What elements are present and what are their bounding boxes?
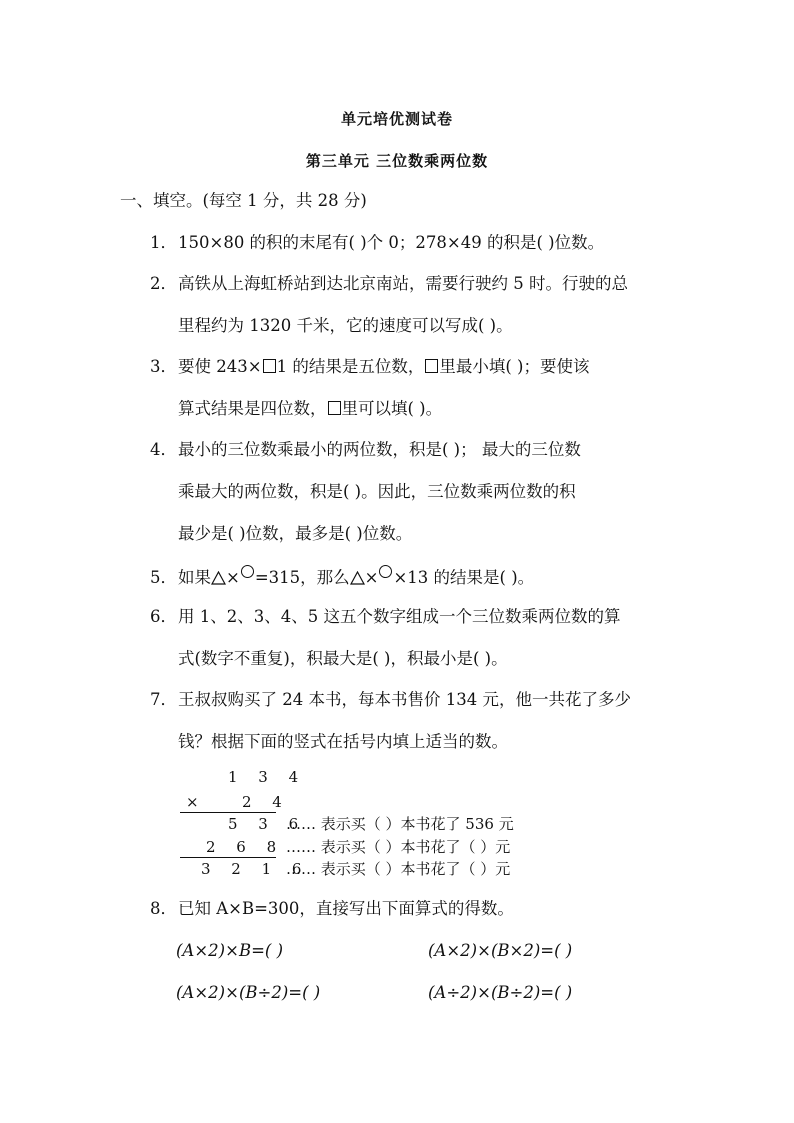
question-number: 6． — [150, 607, 177, 626]
question-6-continued: 式(数字不重复)，积最大是( )，积最小是( )。 — [178, 649, 508, 668]
question-text-b: 1 的结果是五位数， — [276, 357, 425, 376]
section-heading: 一、填空。(每空 1 分，共 28 分) — [120, 191, 367, 210]
multiplier: 2 4 — [242, 793, 290, 811]
question-3-continued — [178, 398, 442, 420]
question-text-a: 要使 243× — [178, 357, 262, 376]
blank-square-icon — [328, 401, 341, 415]
partial-product-1: 5 3 6 — [228, 815, 307, 833]
question-text: 已知 A×B=300，直接写出下面算式的得数。 — [178, 899, 514, 918]
question-text-c: =315，那么 — [254, 568, 350, 587]
question-2 — [150, 273, 628, 295]
question-number: 4． — [150, 440, 177, 459]
multiplicand: 1 3 4 — [228, 768, 307, 786]
question-number: 7． — [150, 690, 177, 709]
question-4-continued-2: 最少是( )位数，最多是( )位数。 — [178, 524, 413, 543]
question-text-a: 如果 — [178, 568, 211, 587]
page-subtitle: 第三单元 三位数乘两位数 — [305, 152, 489, 170]
blank-square-icon — [425, 359, 438, 373]
question-text-d: × — [364, 568, 379, 587]
question-7-continued: 钱？根据下面的竖式在括号内填上适当的数。 — [178, 732, 508, 751]
circle-icon — [379, 565, 392, 578]
question-1 — [150, 232, 604, 254]
question-text-b: × — [226, 568, 240, 587]
final-product: 3 2 1 6 — [201, 860, 310, 878]
question-5 — [150, 565, 534, 589]
expression-1: (A×2)×B=( ) — [176, 941, 284, 960]
question-number: 3． — [150, 357, 177, 376]
page-title: 单元培优测试卷 — [340, 110, 453, 128]
expression-4: (A÷2)×(B÷2)=( ) — [428, 983, 573, 1002]
row-note-3: …… 表示买（ ）本书花了（ ）元 — [286, 860, 511, 878]
question-6 — [150, 606, 620, 628]
question-number: 1． — [150, 233, 177, 252]
question-text: 用 1、2、3、4、5 这五个数字组成一个三位数乘两位数的算 — [178, 607, 621, 626]
question-8 — [150, 898, 514, 920]
question-text: 150×80 的积的末尾有( )个 0；278×49 的积是( )位数。 — [178, 233, 605, 252]
question-4-continued-1: 乘最大的两位数，积是( )。因此，三位数乘两位数的积 — [178, 482, 576, 501]
question-7 — [150, 689, 631, 711]
row-note-2: …… 表示买（ ）本书花了（ ）元 — [286, 838, 511, 856]
triangle-icon — [350, 571, 365, 585]
partial-product-2: 2 6 8 — [206, 838, 285, 856]
question-number: 2． — [150, 274, 177, 293]
question-text-c: 里最小填( )；要使该 — [439, 357, 590, 376]
circle-icon — [241, 565, 254, 578]
question-text-b: 里可以填( )。 — [341, 399, 443, 418]
question-2-continued: 里程约为 1320 千米，它的速度可以写成( )。 — [178, 316, 513, 335]
question-text-a: 算式结果是四位数， — [178, 399, 327, 418]
triangle-icon — [211, 571, 226, 585]
question-text: 高铁从上海虹桥站到达北京南站，需要行驶约 5 时。行驶的总 — [178, 274, 628, 293]
question-text: 最小的三位数乘最小的两位数，积是( )； 最大的三位数 — [178, 440, 581, 459]
question-text-e: ×13 的结果是( )。 — [393, 568, 535, 587]
times-sign: × — [186, 793, 199, 811]
question-4 — [150, 439, 581, 461]
row-note-1: …… 表示买（ ）本书花了 536 元 — [286, 815, 514, 833]
question-3 — [150, 356, 589, 378]
expression-2: (A×2)×(B×2)=( ) — [428, 941, 573, 960]
expression-3: (A×2)×(B÷2)=( ) — [176, 983, 321, 1002]
question-number: 8． — [150, 899, 177, 918]
question-number: 5． — [150, 568, 177, 587]
blank-square-icon — [263, 359, 276, 373]
question-text: 王叔叔购买了 24 本书，每本书售价 134 元，他一共花了多少 — [178, 690, 631, 709]
